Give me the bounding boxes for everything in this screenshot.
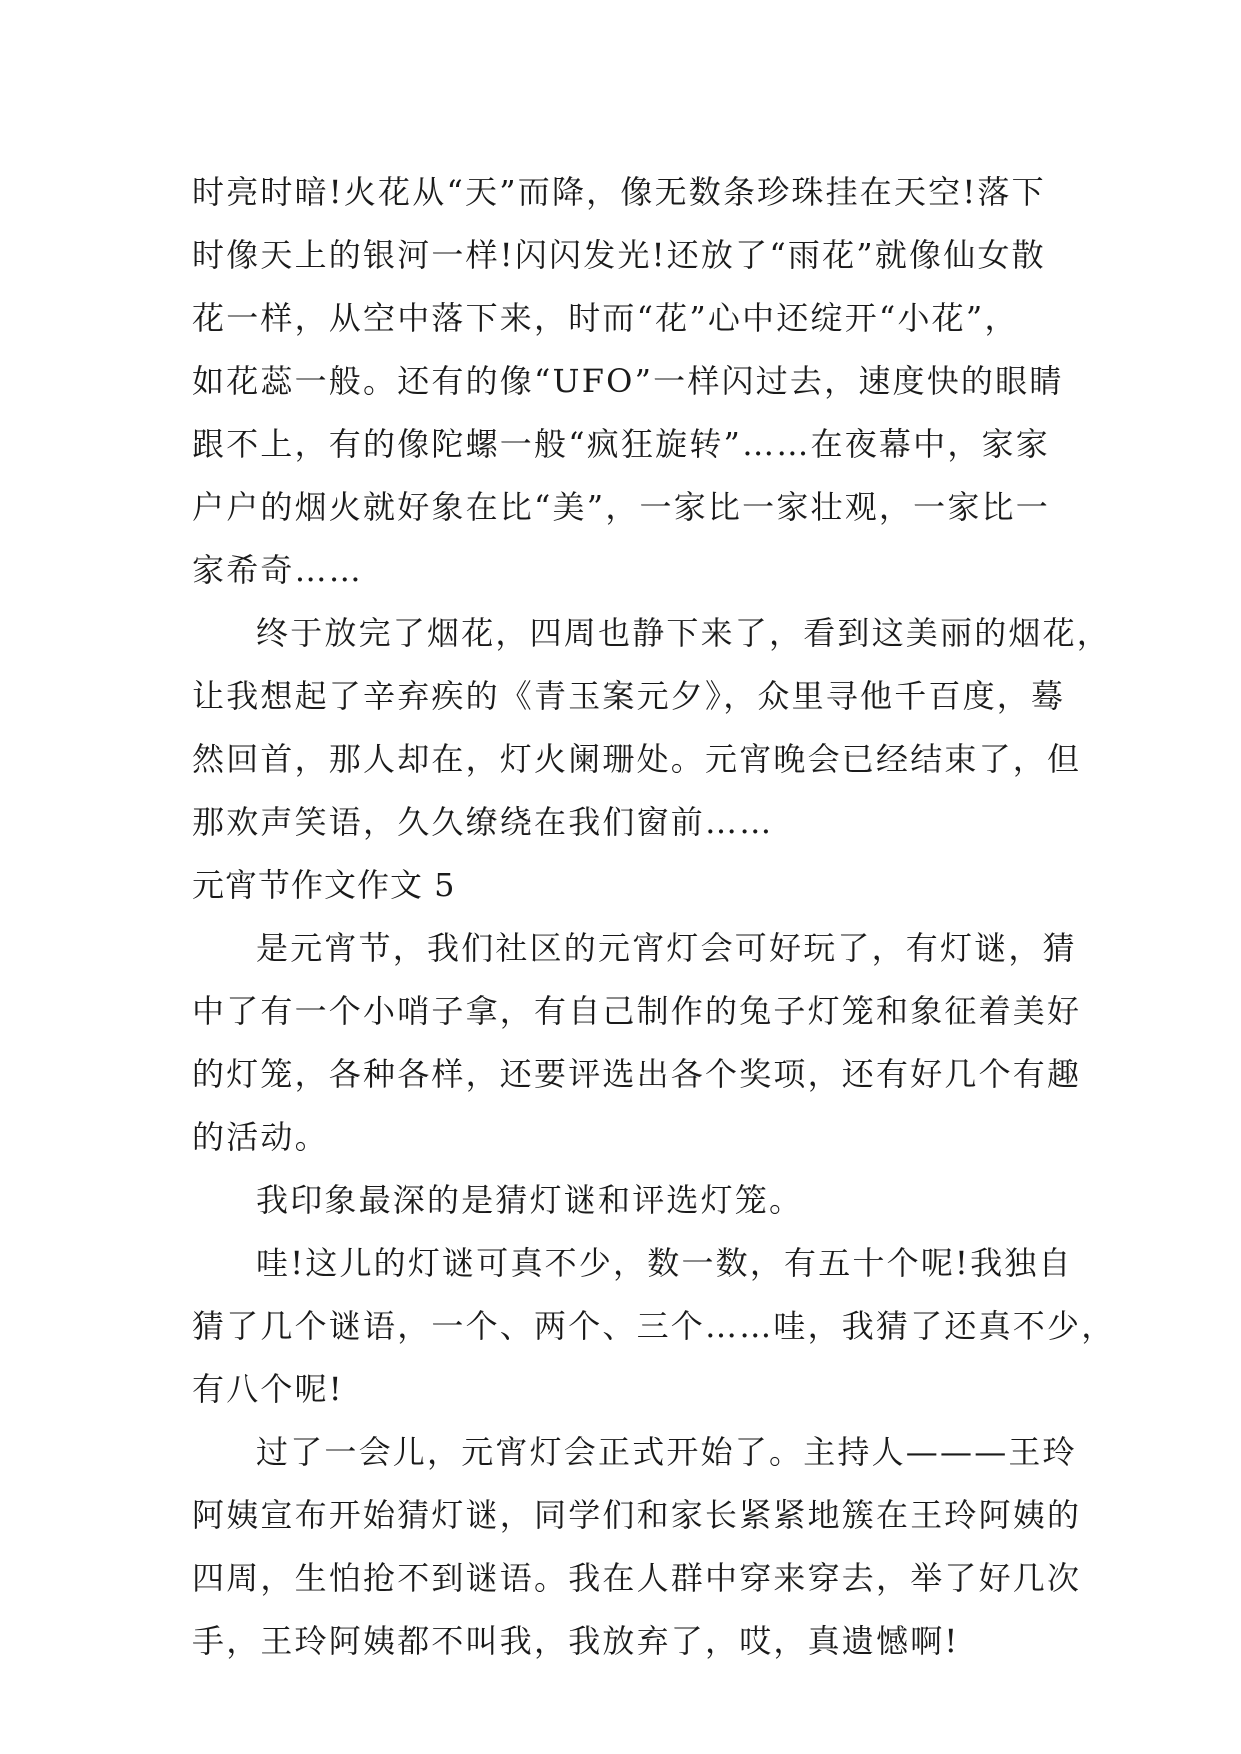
- text-line: 时亮时暗!火花从“天”而降，像无数条珍珠挂在天空!落下: [192, 173, 1046, 211]
- text-line: 中了有一个小哨子拿，有自己制作的兔子灯笼和象征着美好: [192, 992, 1082, 1030]
- paragraph: [192, 161, 1072, 602]
- text-line: 时像天上的银河一样!闪闪发光!还放了“雨花”就像仙女散: [192, 236, 1046, 274]
- text-line: 那欢声笑语，久久缭绕在我们窗前……: [192, 803, 774, 841]
- text-line: 花一样，从空中落下来，时而“花”心中还绽开“小花”，: [192, 299, 1019, 337]
- text-line: 是元宵节，我们社区的元宵灯会可好玩了，有灯谜，猜: [256, 929, 1077, 967]
- text-line: 四周，生怕抢不到谜语。我在人群中穿来穿去，举了好几次: [192, 1559, 1082, 1597]
- text-line: 如花蕊一般。还有的像“UFO”一样闪过去，速度快的眼睛: [192, 362, 1064, 400]
- text-line: 手，王玲阿姨都不叫我，我放弃了，哎，真遗憾啊!: [192, 1622, 960, 1660]
- text-line: 然回首，那人却在，灯火阑珊处。元宵晚会已经结束了，但: [192, 740, 1082, 778]
- document-body: [192, 161, 1116, 1673]
- text-line: 阿姨宣布开始猜灯谜，同学们和家长紧紧地簇在王玲阿姨的: [192, 1496, 1082, 1534]
- section-heading: 元宵节作文作文 5: [192, 866, 456, 904]
- paragraph: [192, 1421, 1082, 1673]
- text-line: 过了一会儿，元宵灯会正式开始了。主持人———王玲: [256, 1433, 1077, 1471]
- text-line: 的活动。: [192, 1118, 329, 1156]
- text-line: 终于放完了烟花，四周也静下来了，看到这美丽的烟花，: [256, 614, 1112, 652]
- text-line: 哇!这儿的灯谜可真不少，数一数，有五十个呢!我独自: [256, 1244, 1073, 1282]
- text-line: 户户的烟火就好象在比“美”，一家比一家壮观，一家比一: [192, 488, 1050, 526]
- text-line: 跟不上，有的像陀螺一般“疯狂旋转”……在夜幕中，家家: [192, 425, 1050, 463]
- paragraph: [192, 602, 1112, 854]
- text-line: 我印象最深的是猜灯谜和评选灯笼。: [256, 1181, 804, 1219]
- paragraph: [192, 1169, 1072, 1232]
- text-line: 有八个呢!: [192, 1370, 344, 1408]
- text-line: 家希奇……: [192, 551, 364, 589]
- text-line: 猜了几个谜语，一个、两个、三个……哇，我猜了还真不少，: [192, 1307, 1116, 1345]
- text-line: 让我想起了辛弃疾的《青玉案元夕》，众里寻他千百度，蓦: [192, 677, 1066, 715]
- paragraph: [192, 917, 1082, 1169]
- paragraph: [192, 1232, 1116, 1421]
- text-line: 的灯笼，各种各样，还要评选出各个奖项，还有好几个有趣: [192, 1055, 1082, 1093]
